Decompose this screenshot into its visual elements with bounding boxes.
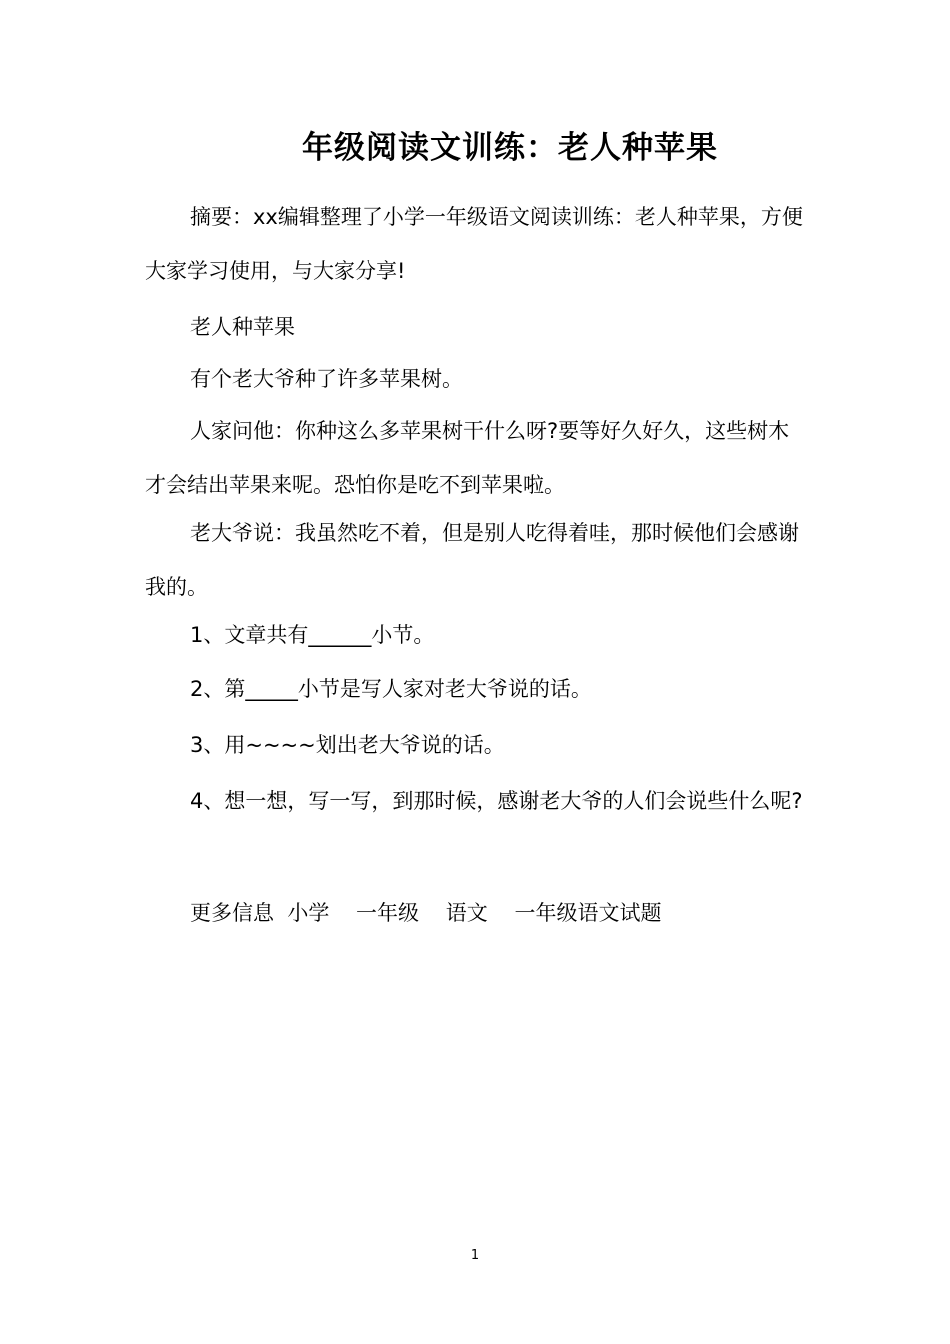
page-number: 1	[470, 1248, 480, 1263]
question-item: 3、用~~~~划出老大爷说的话。	[190, 733, 505, 757]
question-item: 2、第_____小节是写人家对老大爷说的话。	[190, 677, 592, 701]
story-paragraph: 有个老大爷种了许多苹果树。	[190, 367, 463, 391]
more-info-line: 更多信息 小学 一年级 语文 一年级语文试题	[190, 901, 662, 925]
story-paragraph: 人家问他：你种这么多苹果树干什么呀?要等好久好久，这些树木才会结出苹果来呢。恐怕你是吃不到苹果啦。	[145, 419, 790, 497]
question-item: 1、文章共有______小节。	[190, 623, 435, 647]
story-heading: 老人种苹果	[190, 315, 295, 339]
document-title: 年级阅读文训练：老人种苹果	[302, 130, 718, 166]
question-item: 4、想一想，写一写，到那时候，感谢老大爷的人们会说些什么呢?	[190, 789, 803, 813]
story-paragraph: 老大爷说：我虽然吃不着，但是别人吃得着哇，那时候他们会感谢我的。	[145, 521, 799, 599]
abstract-paragraph: 摘要：xx编辑整理了小学一年级语文阅读训练：老人种苹果，方便大家学习使用，与大家分享!	[145, 205, 803, 283]
